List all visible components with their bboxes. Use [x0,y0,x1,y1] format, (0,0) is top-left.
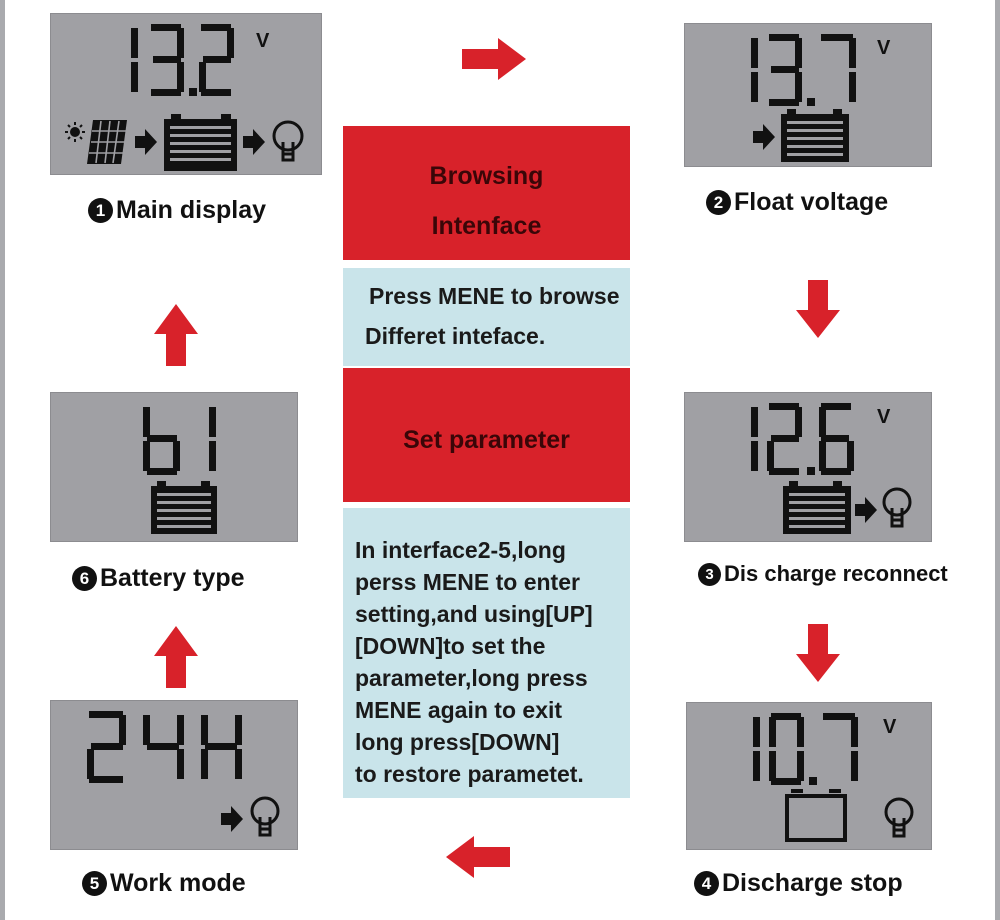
set-parameter-instructions-panel [343,508,630,798]
digit [769,34,802,106]
browsing-title-line1: Browsing [429,162,544,190]
set-text-line: long press[DOWN] [355,729,560,755]
set-text-line: setting,and using[UP] [355,601,593,627]
bulb-icon [274,122,302,160]
empty-battery-icon [787,791,845,840]
bulb-icon [884,489,910,526]
caption-float-voltage [706,188,888,217]
set-text-line: [DOWN]to set the [355,633,546,659]
bulb-icon [252,798,278,835]
lcd-discharge-stop-graphic [687,703,933,851]
digit [751,38,758,102]
lcd-main-display-graphic [51,14,323,176]
caption-text: Dis charge reconnect [724,561,948,586]
battery-icon [151,481,217,534]
set-text-line: parameter,long press [355,665,588,691]
digit [199,24,234,96]
arrow-left-flow [446,836,512,878]
arrow-right-icon [135,129,157,155]
lcd-battery-type-graphic [51,393,299,543]
lcd-float-voltage-graphic [685,24,933,168]
lcd-discharge-reconnect-graphic [685,393,933,543]
digit [819,403,854,475]
caption-text: Discharge stop [722,869,903,897]
caption-text: Main display [116,196,267,224]
digit [201,715,242,779]
set-text-line: MENE again to exit [355,697,563,723]
arrow-up-flow [154,626,198,688]
lcd-battery-type [50,392,298,542]
set-parameter-title: Set parameter [403,426,570,454]
lcd-work-mode-graphic [51,701,299,851]
bulb-icon [886,799,912,836]
set-text-line: perss MENE to enter [355,569,580,595]
browsing-interface-panel [343,126,630,260]
lcd-work-mode [50,700,298,850]
digit [823,713,858,781]
digit [143,407,180,475]
decimal-point [807,467,815,475]
step-number: 1 [88,198,113,223]
arrow-right-icon [753,124,775,150]
decimal-point [189,88,197,96]
battery-icon [164,114,237,171]
battery-icon [781,109,849,162]
lcd-main-display [50,13,322,175]
browse-instructions-panel [343,268,630,366]
caption-battery-type [72,564,245,593]
decimal-point [809,777,817,785]
step-number: 4 [694,871,719,896]
decimal-point [807,98,815,106]
lcd-discharge-reconnect [684,392,932,542]
unit-label: V [883,716,897,738]
browse-text-line1: Press MENE to browse [369,283,620,309]
arrow-down-flow [796,280,840,340]
set-text-line: to restore parametet. [355,761,584,787]
arrow-right-icon [243,129,265,155]
arrow-right-icon [221,806,243,832]
left-border [0,0,5,920]
digit [209,407,216,471]
set-text-line: In interface2-5,long [355,537,566,563]
browsing-title-line2: Intenface [431,212,542,240]
caption-text: Float voltage [734,188,889,216]
solar-panel-icon [87,120,127,164]
digit [751,407,758,471]
step-number: 2 [706,190,731,215]
right-border [995,0,1000,920]
digit [767,403,802,475]
caption-text: Work mode [110,869,246,897]
caption-discharge-reconnect [698,561,948,587]
unit-label: V [877,37,891,59]
caption-work-mode [82,869,246,898]
set-parameter-panel [343,368,630,502]
digit [131,28,138,92]
caption-discharge-stop [694,869,903,898]
arrow-right-icon [855,497,877,523]
step-number: 3 [698,563,721,586]
digit [753,717,760,781]
digit [769,713,804,785]
lcd-float-voltage [684,23,932,167]
step-number: 6 [72,566,97,591]
caption-main-display [88,196,266,225]
arrow-up-flow [154,304,198,366]
digit [151,24,184,96]
unit-label: V [256,30,270,52]
caption-text: Battery type [100,564,245,592]
arrow-down-flow [796,624,840,684]
arrow-right-flow [462,38,528,80]
digit [87,711,126,783]
digit [821,34,856,102]
unit-label: V [877,406,891,428]
battery-icon [783,481,851,534]
sun-icon [65,122,85,142]
digit [143,715,184,779]
lcd-discharge-stop [686,702,932,850]
step-number: 5 [82,871,107,896]
browse-text-line2: Differet inteface. [365,323,546,349]
